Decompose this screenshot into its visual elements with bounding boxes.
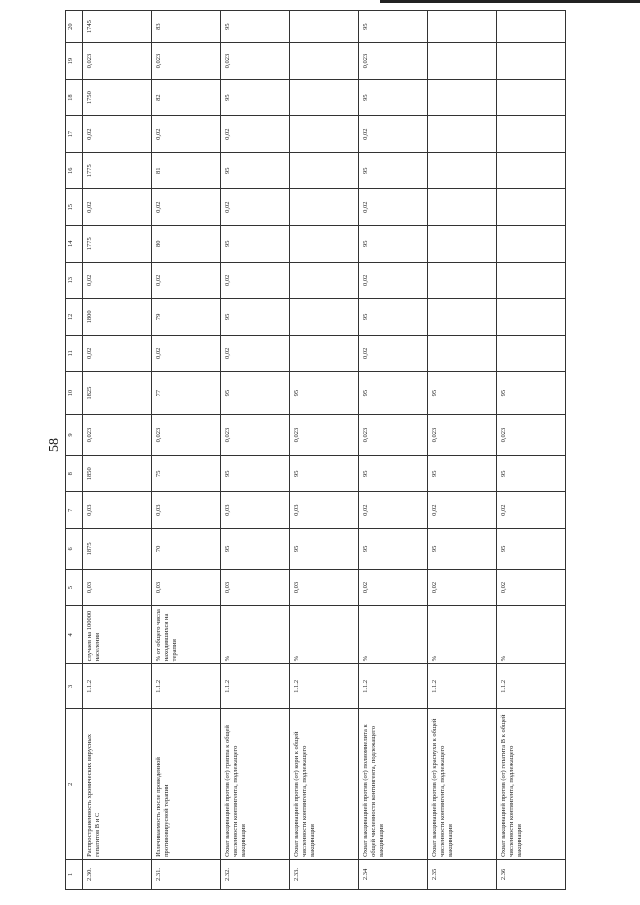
table-cell: 0,02 [359,262,428,299]
table-cell: 95 [359,11,428,43]
table-cell [497,335,566,372]
table-cell: 95 [359,226,428,263]
table-cell [290,189,359,226]
header-cell: 15 [66,189,83,226]
table-cell: 1850 [83,455,152,492]
table-cell [428,116,497,153]
table-cell: 0,023 [497,415,566,456]
table-cell [290,152,359,189]
table-cell: 0,03 [152,569,221,606]
table-cell: 0,02 [428,569,497,606]
table-body [66,11,566,890]
header-cell: 11 [66,335,83,372]
header-cell: 9 [66,415,83,456]
table-cell: 0,02 [497,569,566,606]
header-cell: 19 [66,43,83,80]
table-cell: 0,023 [359,415,428,456]
table-cell [290,226,359,263]
table-row [290,11,359,890]
header-cell: 4 [66,606,83,664]
table-cell [497,226,566,263]
table-cell: 95 [428,372,497,415]
table-cell: 0,023 [221,415,290,456]
table-cell: 1.1.2 [290,664,359,709]
table-cell: 0,023 [290,415,359,456]
table-cell: 0,03 [290,492,359,529]
table-cell: 1775 [83,152,152,189]
table-cell [290,11,359,43]
header-cell: 17 [66,116,83,153]
table-cell: 0,02 [152,116,221,153]
table-cell: 95 [497,528,566,569]
table-cell [497,189,566,226]
table-cell: 95 [221,372,290,415]
table-row [221,11,290,890]
table-cell [428,152,497,189]
header-cell: 18 [66,79,83,116]
table-cell: случаев на 100000 населения [83,606,152,664]
table-cell: Охват вакцинацией против (от) гриппа к общей численности контингента, подлежащего вакцинации [221,709,290,859]
table-cell [497,299,566,336]
table-cell [428,335,497,372]
table-cell: Распространенность хронических вирусных гепатитов В и С [83,709,152,859]
table-cell: Охват вакцинацией против (от) гепатита В к общей численности контингента, подлежащего вакцинации [497,709,566,859]
table-cell: 0,03 [221,569,290,606]
table-cell [428,43,497,80]
table-cell [290,299,359,336]
table-cell: 0,03 [290,569,359,606]
table-cell: 95 [221,299,290,336]
table-cell: 1750 [83,79,152,116]
table-cell [290,262,359,299]
table-cell [290,79,359,116]
table-cell: 95 [359,528,428,569]
table-cell: 2.33. [290,859,359,889]
table-cell: 0,02 [83,116,152,153]
table-cell: 2.31. [152,859,221,889]
table-cell: 95 [221,455,290,492]
table-cell: 95 [221,11,290,43]
table-cell: 95 [359,152,428,189]
table-cell [497,152,566,189]
table-cell: 95 [221,226,290,263]
table-cell: 1.1.2 [152,664,221,709]
table-cell: % [359,606,428,664]
table-cell: % [221,606,290,664]
table-cell: 83 [152,11,221,43]
table-cell [497,43,566,80]
table-cell [428,299,497,336]
table-cell [428,79,497,116]
table-cell [428,11,497,43]
table-cell: 0,02 [359,569,428,606]
header-cell: 20 [66,11,83,43]
header-cell: 8 [66,455,83,492]
table-cell: 80 [152,226,221,263]
table-row [359,11,428,890]
table-cell: 1825 [83,372,152,415]
table-cell: 82 [152,79,221,116]
table-cell [497,79,566,116]
table-cell: 1.1.2 [221,664,290,709]
table-cell: 2.36 [497,859,566,889]
table-cell: 1800 [83,299,152,336]
table-cell: 0,023 [83,43,152,80]
table-cell: 0,02 [152,189,221,226]
table-cell: 95 [221,79,290,116]
table-cell: 95 [359,455,428,492]
table-cell: 95 [497,455,566,492]
table-cell: 79 [152,299,221,336]
table-cell: 0,02 [221,189,290,226]
table-cell [497,116,566,153]
header-cell: 14 [66,226,83,263]
table-cell: 0,02 [152,262,221,299]
table-cell: 81 [152,152,221,189]
table-cell: Излечиваемость после проведенной противовирусной терапии [152,709,221,859]
table-cell: % [290,606,359,664]
table-cell: 0,02 [152,335,221,372]
table-cell: 1.1.2 [359,664,428,709]
table-cell: 0,023 [152,43,221,80]
table-cell: 95 [221,528,290,569]
header-row [66,11,83,890]
table-cell [428,262,497,299]
table-cell: 1745 [83,11,152,43]
table-cell: Охват вакцинацией против (от) кори к общей численности контингента, подлежащего вакцинации [290,709,359,859]
table-cell [290,116,359,153]
table-cell: 77 [152,372,221,415]
table-cell: 95 [290,528,359,569]
indicator-table [65,10,566,890]
table-cell: 0,02 [83,335,152,372]
table-row [152,11,221,890]
table-cell: 0,02 [221,335,290,372]
table-cell: 2.34 [359,859,428,889]
header-cell: 1 [66,859,83,889]
table-cell: 0,03 [152,492,221,529]
table-cell: % [497,606,566,664]
table-cell: % [428,606,497,664]
table-cell: 0,03 [83,492,152,529]
table-cell [290,43,359,80]
table-cell: 95 [428,528,497,569]
table-cell: 0,023 [359,43,428,80]
table-cell: 70 [152,528,221,569]
rotated-table-container [65,10,635,890]
table-cell: 2.30. [83,859,152,889]
table-cell: 1775 [83,226,152,263]
table-cell: 0,02 [83,262,152,299]
table-row [83,11,152,890]
table-cell: 95 [290,372,359,415]
table-cell: 2.35 [428,859,497,889]
table-cell: 1.1.2 [83,664,152,709]
table-cell [428,189,497,226]
header-cell: 12 [66,299,83,336]
page-number: 58 [47,438,62,452]
header-cell: 10 [66,372,83,415]
table-cell: 0,03 [221,492,290,529]
table-cell: % от общего числа находившихся на терапии [152,606,221,664]
table-cell: 95 [359,299,428,336]
table-cell: 0,023 [83,415,152,456]
table-cell: 0,023 [428,415,497,456]
table-cell: 1875 [83,528,152,569]
table-cell: 1.1.2 [497,664,566,709]
table-cell: 0,02 [359,116,428,153]
table-cell: 0,02 [359,335,428,372]
table-cell: 0,02 [359,492,428,529]
table-cell: 75 [152,455,221,492]
table-cell: 0,02 [428,492,497,529]
table-cell [428,226,497,263]
table-cell: 0,02 [359,189,428,226]
table-cell: 2.32. [221,859,290,889]
table-cell: 0,02 [221,262,290,299]
top-rule [380,0,640,3]
table-row [497,11,566,890]
table-row [428,11,497,890]
table-cell: 0,02 [497,492,566,529]
table-cell: 95 [221,152,290,189]
header-cell: 13 [66,262,83,299]
header-cell: 2 [66,709,83,859]
table-cell: 95 [497,372,566,415]
table-cell: 0,023 [221,43,290,80]
table-cell: 0,02 [221,116,290,153]
header-cell: 3 [66,664,83,709]
table-cell [290,335,359,372]
table-cell: 0,02 [83,189,152,226]
table-cell: 1.1.2 [428,664,497,709]
table-cell: 95 [359,372,428,415]
table-cell [497,262,566,299]
table-cell: 95 [359,79,428,116]
table-cell: Охват вакцинацией против (от) краснухи к общей численности контингента, подлежащего вакцинации [428,709,497,859]
table-cell: Охват вакцинацией против (от) полиомиелита к общей численности контингента, подлежащего вакцинации [359,709,428,859]
table-cell: 0,03 [83,569,152,606]
header-cell: 16 [66,152,83,189]
table-cell: 0,023 [152,415,221,456]
header-cell: 5 [66,569,83,606]
header-cell: 6 [66,528,83,569]
table-cell: 95 [290,455,359,492]
table-cell [497,11,566,43]
header-cell: 7 [66,492,83,529]
table-cell: 95 [428,455,497,492]
